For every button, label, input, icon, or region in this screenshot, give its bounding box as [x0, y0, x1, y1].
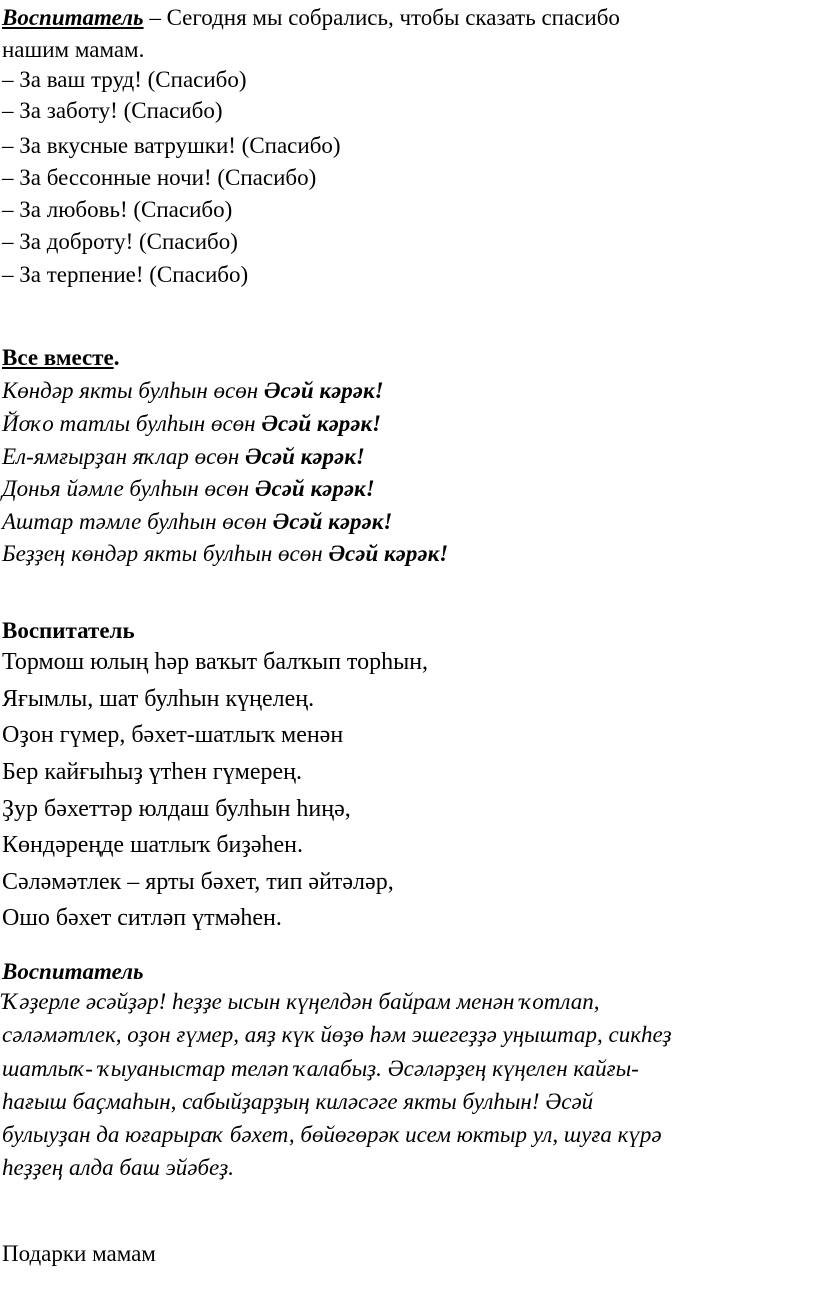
thanks-line: – За доброту! (Спасибо) [2, 229, 238, 254]
closing-line: һағыш баҫмаһын, сабыйҙарҙың киләсәге якты булһын! Әсәй [2, 1089, 594, 1114]
song-refrain: Әсәй кәрәк! [245, 444, 365, 469]
song-line [2, 508, 392, 536]
thanks-line: – За ваш труд! (Спасибо) [2, 67, 247, 92]
song-heading [2, 344, 119, 372]
song-line [2, 443, 365, 471]
song-refrain: Әсәй кәрәк! [263, 378, 384, 403]
thanks-line: – За вкусные ватрушки! (Спасибо) [2, 133, 341, 158]
poem-line: Тормош юлың һәр ваҡыт балҡып торһын, [2, 649, 429, 675]
thanks-line: – За любовь! (Спасибо) [2, 197, 233, 222]
intro-line-1-text: – Сегодня мы собрались, чтобы сказать спасибо [143, 5, 620, 30]
closing-line: сәләмәтлек, оҙон ғүмер, аяҙ күк йөҙө һәм эшегеҙҙә уңыштар, сикһеҙ [2, 1022, 672, 1047]
song-line [2, 540, 448, 568]
song-refrain: Әсәй кәрәк! [261, 411, 382, 436]
song-heading-text: Все вместе [2, 345, 114, 370]
poem-line: Ҙур бәхеттәр юлдаш булһын һиңә, [2, 796, 351, 822]
song-line [2, 475, 375, 503]
song-line [2, 410, 381, 438]
song-line-text: Аштар тәмле булһын өсөн [2, 509, 273, 534]
poem-line: Яғымлы, шат булһын күңелең. [2, 686, 315, 712]
poem-line: Бер кайғыһыҙ үтһен гүмерең. [2, 759, 302, 785]
thanks-line: – За заботу! (Спасибо) [2, 98, 223, 123]
song-line-text: Йоҡо татлы булһын өсөн [2, 411, 262, 436]
song-refrain: Әсәй кәрәк! [272, 509, 393, 534]
poem-speaker: Воспитатель [2, 618, 135, 643]
song-line-text: Донья йәмле булһын өсөн [2, 476, 255, 501]
closing-speaker: Воспитатель [2, 959, 144, 984]
song-line-text: Беҙҙең көндәр якты булһын өсөн [2, 541, 329, 566]
poem-line: Ошо бәхет ситләп үтмәһен. [2, 905, 282, 931]
closing-line: Ҡәҙерле әсәйҙәр! һеҙҙе ысын күңелдән байрам менән ҡотлап, [2, 989, 600, 1014]
song-heading-dot: . [113, 345, 120, 370]
intro-line-2: нашим мамам. [2, 37, 145, 62]
intro-speaker: Воспитатель [2, 5, 144, 30]
song-line [2, 377, 384, 405]
poem-line: Оҙон гүмер, бәхет-шатлыҡ менән [2, 722, 344, 748]
gifts-title: Подарки мамам [2, 1241, 156, 1266]
closing-line: шатлыҡ- ҡыуаныстар теләп ҡалабыҙ. Әсәләрҙең күңелен кайғы- [2, 1056, 639, 1081]
thanks-line: – За бессонные ночи! (Спасибо) [2, 165, 317, 190]
closing-line: һеҙҙең алда баш эйәбеҙ. [2, 1155, 234, 1180]
song-refrain: Әсәй кәрәк! [328, 541, 449, 566]
poem-line: Сәләмәтлек – ярты бәхет, тип әйтәләр, [2, 869, 394, 895]
song-refrain: Әсәй кәрәк! [254, 476, 375, 501]
poem-line: Көндәреңде шатлыҡ биҙәһен. [2, 832, 304, 858]
song-line-text: Көндәр якты булһын өсөн [2, 378, 264, 403]
intro-line-1 [2, 4, 620, 32]
thanks-line: – За терпение! (Спасибо) [2, 262, 249, 287]
song-line-text: Ел-ямғырҙан яҡлар өсөн [2, 444, 246, 469]
closing-line: булыуҙан да юғарыраҡ бәхет, бөйөгөрәк исем юктыр ул, шуға күрә [2, 1122, 662, 1147]
